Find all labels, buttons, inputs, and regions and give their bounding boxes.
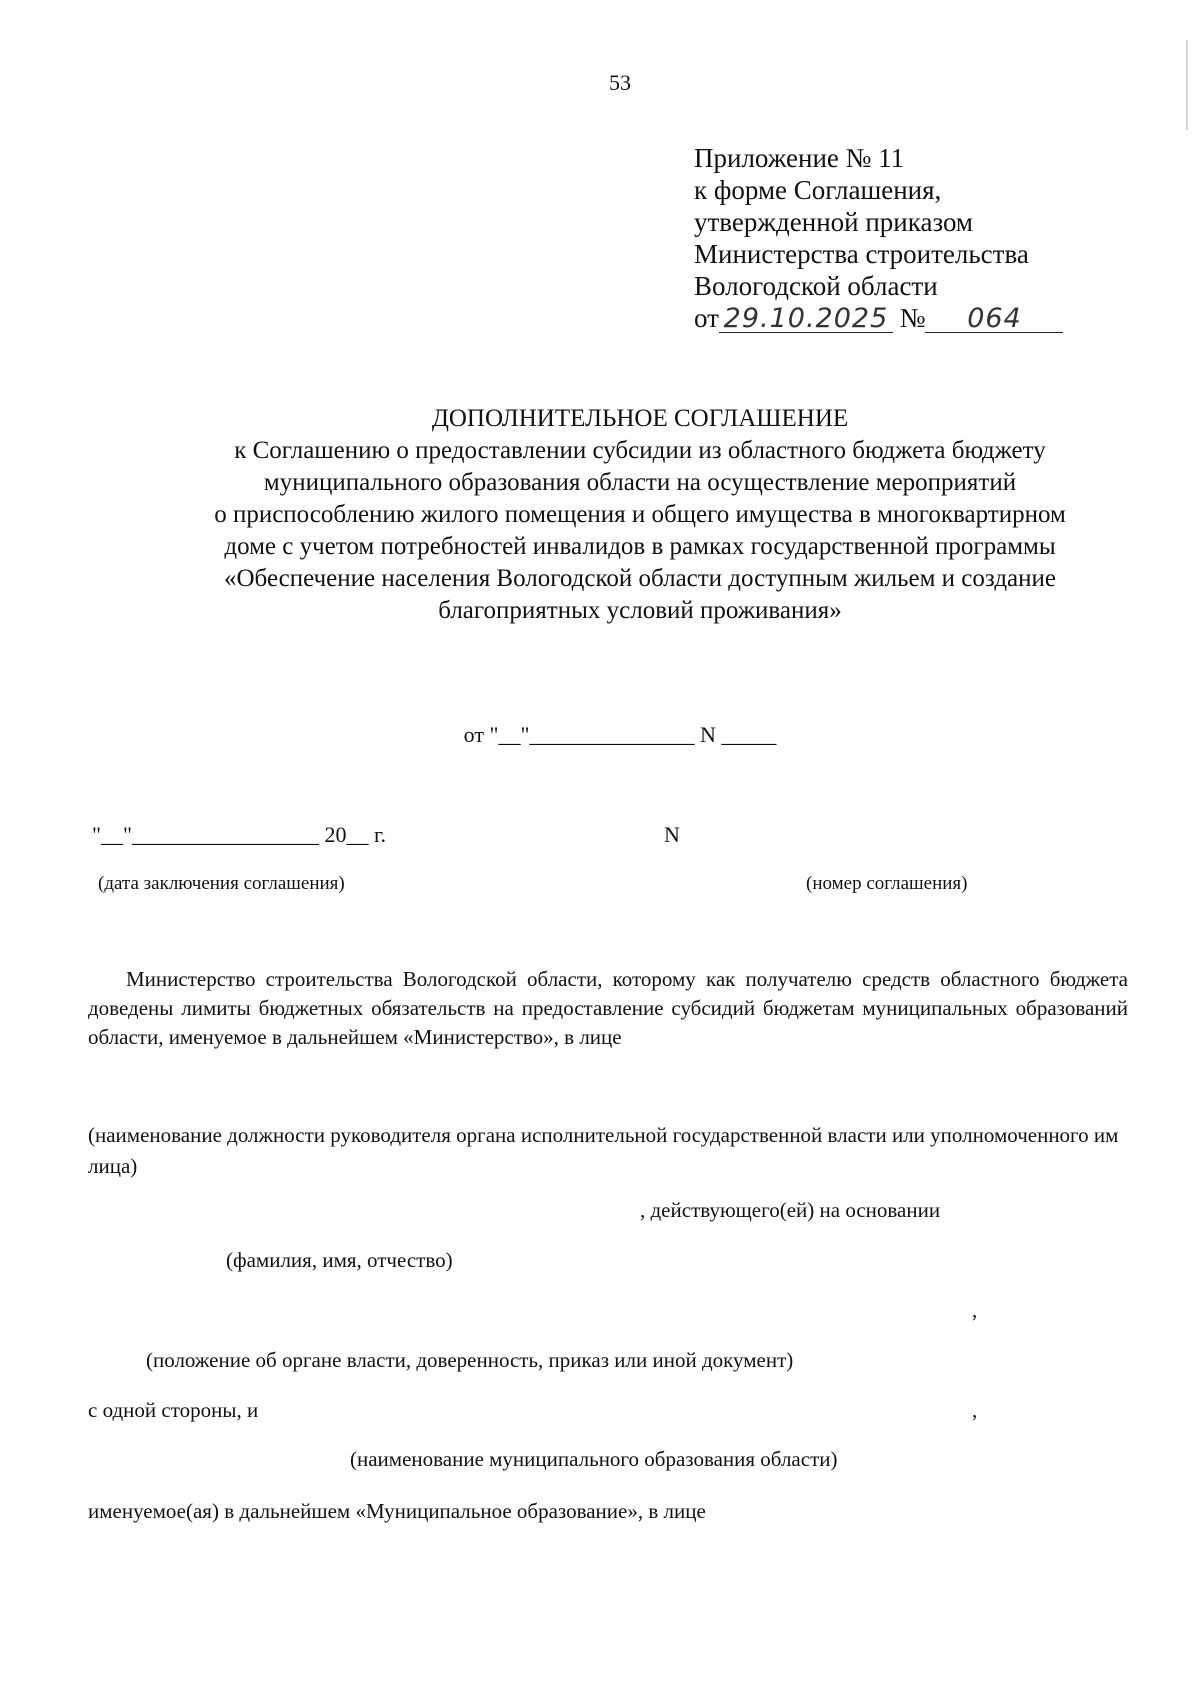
municipality-caption: (наименование муниципального образования области)	[350, 1447, 838, 1471]
handwritten-number: 064	[967, 303, 1022, 334]
title-line-4: о приспособлению жилого помещения и общего имущества в многоквартирном	[214, 501, 1066, 528]
municipality-named-text: именуемое(ая) в дальнейшем «Муниципальное образование», в лице	[88, 1499, 706, 1523]
one-side-text: с одной стороны, и	[88, 1398, 259, 1422]
conclusion-date-line: "__"_________________ 20__ г.	[92, 822, 387, 847]
agreement-from-line: от "__"_______________ N _____	[463, 722, 777, 747]
agreement-number-line: N	[664, 822, 680, 847]
title-line-7: благоприятных условий проживания»	[438, 597, 842, 624]
title-line-2: к Соглашению о предоставлении субсидии из областного бюджета бюджету	[234, 437, 1046, 464]
appendix-number-field	[925, 305, 1063, 333]
trailing-comma-1: ,	[972, 1298, 978, 1322]
appendix-line-1: Приложение № 11	[694, 143, 905, 173]
title-line-5: доме с учетом потребностей инвалидов в рамках государственной программы	[224, 533, 1056, 560]
appendix-line-3: утвержденной приказом	[694, 207, 974, 237]
number-caption: (номер соглашения)	[806, 873, 968, 894]
agreement-title	[140, 403, 1140, 627]
appendix-header	[694, 142, 1063, 334]
title-line-3: муниципального образования области на осуществление мероприятий	[263, 469, 1017, 496]
appendix-from-label: от	[694, 303, 719, 333]
page-number: 53	[609, 70, 631, 95]
appendix-line-4: Министерства строительства	[694, 239, 1029, 269]
title-line-1: ДОПОЛНИТЕЛЬНОЕ СОГЛАШЕНИЕ	[431, 405, 849, 432]
appendix-date-field	[719, 305, 893, 333]
appendix-order-line	[694, 302, 1063, 334]
title-line-6: «Обеспечение населения Вологодской области доступным жильем и создание	[224, 565, 1056, 592]
appendix-number-label: №	[899, 303, 926, 333]
position-caption: (наименование должности руководителя органа исполнительной государственной власти или уполномоченного им лица)	[88, 1123, 1119, 1178]
ministry-paragraph: Министерство строительства Вологодской области, которому как получателю средств областного бюджета доведены лимиты бюджетных обязательств на предоставление субсидий бюджетам муниципальных образований области, именуемое в дальнейшем «Министерство», в лице	[88, 967, 1128, 1049]
trailing-comma-2: ,	[972, 1398, 978, 1422]
appendix-line-5: Вологодской области	[694, 271, 938, 301]
date-caption: (дата заключения соглашения)	[98, 873, 345, 894]
appendix-line-2: к форме Соглашения,	[694, 175, 942, 205]
fio-caption: (фамилия, имя, отчество)	[226, 1248, 453, 1272]
document-basis-caption: (положение об органе власти, доверенность, приказ или иной документ)	[146, 1348, 794, 1372]
acting-basis-text: , действующего(ей) на основании	[640, 1198, 941, 1222]
handwritten-date: 29.10.2025	[723, 303, 889, 334]
